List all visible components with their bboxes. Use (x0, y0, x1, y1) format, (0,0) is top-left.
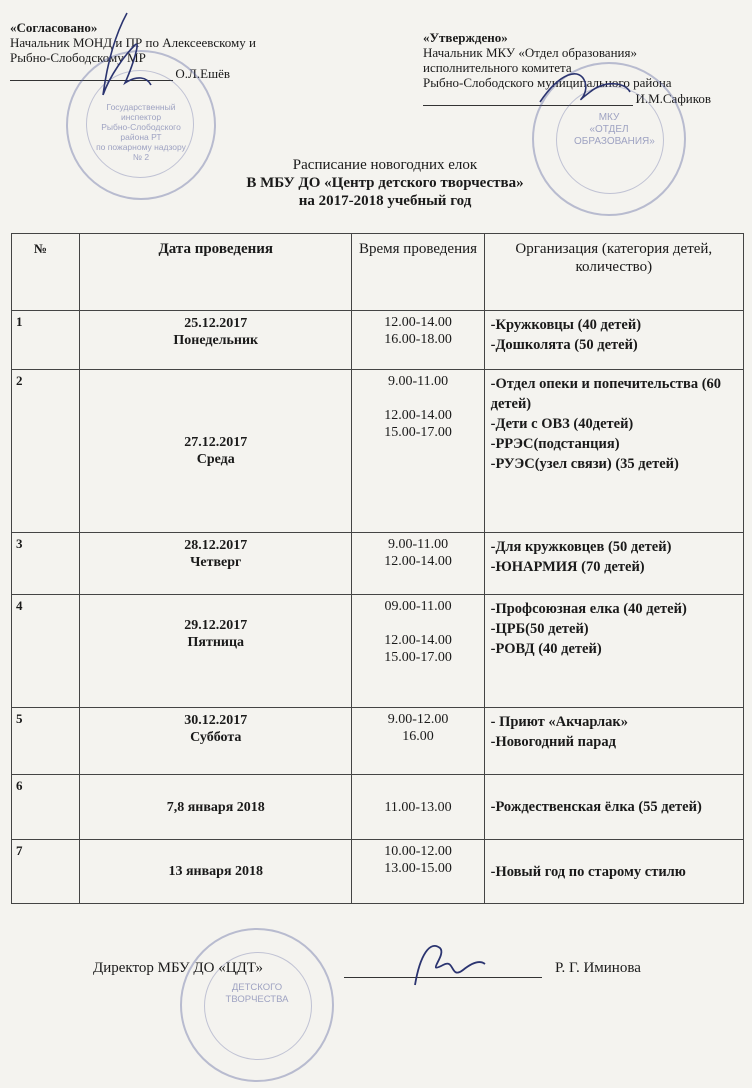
left-signature-icon (55, 5, 175, 115)
row-date-cell (80, 840, 352, 904)
stamp-left-text-5: по пожарному надзору (96, 142, 186, 152)
title-line-3: на 2017-2018 учебный год (298, 193, 472, 209)
row-time: 10.00-12.00 (384, 844, 452, 859)
stamp-left-text-3: Рыбно-Слободского (101, 122, 181, 132)
row-num: 4 (12, 595, 80, 708)
row-day: Суббота (190, 730, 242, 745)
table-row (12, 311, 744, 370)
row-org-cell (484, 311, 743, 370)
row-num: 2 (12, 370, 80, 533)
row-time: 12.00-14.00 (384, 315, 452, 330)
header-org: Организация (категория детей, количество) (484, 234, 743, 311)
approval-right-line-1: Начальник МКУ «Отдел образования» (423, 45, 637, 60)
row-org-cell (484, 533, 743, 595)
approval-left-label: «Согласовано» (10, 20, 98, 35)
row-org-cell (484, 840, 743, 904)
stamp-right-text-2: «ОТДЕЛ (589, 124, 629, 135)
director-position: Директор МБУ ДО «ЦДТ» (93, 960, 264, 976)
row-org-cell (484, 775, 743, 840)
row-day: Четверг (190, 555, 242, 570)
row-num: 6 (12, 775, 80, 840)
row-time: 9.00-12.00 (387, 712, 449, 727)
table-header-row (12, 234, 744, 311)
row-time-gap (354, 615, 481, 632)
row-org: -ЮНАРМИЯ (70 детей) (490, 559, 645, 575)
row-org: -ЦРБ(50 детей) (490, 621, 589, 637)
row-time-cell (352, 775, 484, 840)
row-date: 28.12.2017 (184, 538, 248, 553)
stamp-left-text-4: района РТ (120, 132, 162, 142)
row-org-cell (484, 595, 743, 708)
cdt-stamp (180, 928, 334, 1082)
row-org: - Приют «Акчарлак» (490, 714, 629, 730)
row-org: -Для кружковцев (50 детей) (490, 539, 672, 555)
row-org: -Дошколята (50 детей) (490, 337, 638, 353)
row-time-cell (352, 533, 484, 595)
row-time: 12.00-14.00 (384, 408, 452, 423)
approval-left-signer: О.Л.Ешёв (175, 66, 230, 81)
row-org: -Отдел опеки и попечительства (60 детей) (490, 376, 722, 412)
row-time: 9.00-11.00 (387, 374, 449, 389)
title-line-2: В МБУ ДО «Центр детского творчества» (246, 175, 524, 191)
row-org: -Рождественская ёлка (55 детей) (490, 799, 702, 815)
row-date-cell (80, 533, 352, 595)
row-time: 12.00-14.00 (384, 633, 452, 648)
row-time-cell (352, 595, 484, 708)
stamp-left-text-6: № 2 (132, 152, 150, 162)
row-org-cell (484, 370, 743, 533)
row-date-cell (80, 708, 352, 775)
row-date-cell (80, 595, 352, 708)
table-row (12, 775, 744, 840)
row-date: 29.12.2017 (184, 618, 248, 633)
stamp-left-text-1: Государственный (106, 102, 176, 112)
row-time: 12.00-14.00 (384, 554, 452, 569)
row-day: Пятница (187, 635, 245, 650)
row-date: 7,8 января 2018 (166, 799, 265, 815)
row-time-cell (352, 311, 484, 370)
approval-left-line-1: Начальник МОНД и ПР по Алексеевскому и (10, 35, 256, 50)
stamp-bottom-text-2: ТВОРЧЕСТВА (225, 994, 289, 1005)
row-date: 25.12.2017 (184, 316, 248, 331)
row-org: -РУЭС(узел связи) (35 детей) (490, 456, 679, 472)
approval-right-signer: И.М.Сафиков (635, 91, 711, 106)
approval-right-line-2: исполнительного комитета (423, 60, 572, 75)
row-org: -Новый год по старому стилю (490, 863, 686, 880)
stamp-right-text-3: ОБРАЗОВАНИЯ» (574, 136, 655, 147)
table-row (12, 595, 744, 708)
title-line-1: Расписание новогодних елок (292, 157, 478, 173)
row-time: 9.00-11.00 (387, 537, 449, 552)
stamp-bottom-text-1: ДЕТСКОГО (231, 982, 283, 993)
right-signature-icon (530, 62, 640, 122)
table-row (12, 370, 744, 533)
row-date: 30.12.2017 (184, 713, 248, 728)
row-time: 16.00 (402, 729, 434, 744)
row-org: -Профсоюзная елка (40 детей) (490, 601, 687, 617)
header-date: Дата проведения (80, 234, 352, 311)
document-title (150, 156, 620, 210)
row-num: 7 (12, 840, 80, 904)
row-time: 15.00-17.00 (384, 650, 452, 665)
table-row (12, 840, 744, 904)
approval-left-line-2: Рыбно-Слободскому МР (10, 50, 146, 65)
row-time: 16.00-18.00 (384, 332, 452, 347)
row-date: 27.12.2017 (184, 435, 248, 450)
row-day: Среда (196, 452, 235, 467)
row-num: 1 (12, 311, 80, 370)
header-num: № (12, 234, 80, 311)
row-time-cell (352, 370, 484, 533)
approval-right-line-3: Рыбно-Слободского муниципального района (423, 75, 672, 90)
row-org: -Дети с ОВЗ (40детей) (490, 416, 634, 432)
row-org: -РРЭС(подстанция) (490, 436, 620, 452)
row-time-gap (354, 390, 481, 407)
row-date: 13 января 2018 (168, 864, 264, 879)
row-date-cell (80, 370, 352, 533)
row-time-cell (352, 708, 484, 775)
director-signature-icon (395, 930, 495, 1000)
row-time: 15.00-17.00 (384, 425, 452, 440)
row-time: 13.00-15.00 (384, 861, 452, 876)
row-time: 11.00-13.00 (384, 799, 452, 815)
table-row (12, 708, 744, 775)
stamp-right-text-1: МКУ (598, 112, 620, 123)
schedule-table (11, 233, 744, 904)
row-num: 3 (12, 533, 80, 595)
row-org: -Кружковцы (40 детей) (490, 317, 642, 333)
row-date-cell (80, 311, 352, 370)
row-org: -РОВД (40 детей) (490, 641, 602, 657)
row-date-cell (80, 775, 352, 840)
row-org-cell (484, 708, 743, 775)
row-time: 09.00-11.00 (384, 599, 452, 614)
director-name: Р. Г. Иминова (555, 960, 641, 976)
row-org: -Новогодний парад (490, 734, 616, 750)
stamp-left-text-2: инспектор (120, 112, 162, 122)
row-time-cell (352, 840, 484, 904)
table-row (12, 533, 744, 595)
header-time: Время проведения (352, 234, 484, 311)
approval-right-label: «Утверждено» (423, 30, 508, 45)
row-num: 5 (12, 708, 80, 775)
row-day: Понедельник (173, 333, 259, 348)
